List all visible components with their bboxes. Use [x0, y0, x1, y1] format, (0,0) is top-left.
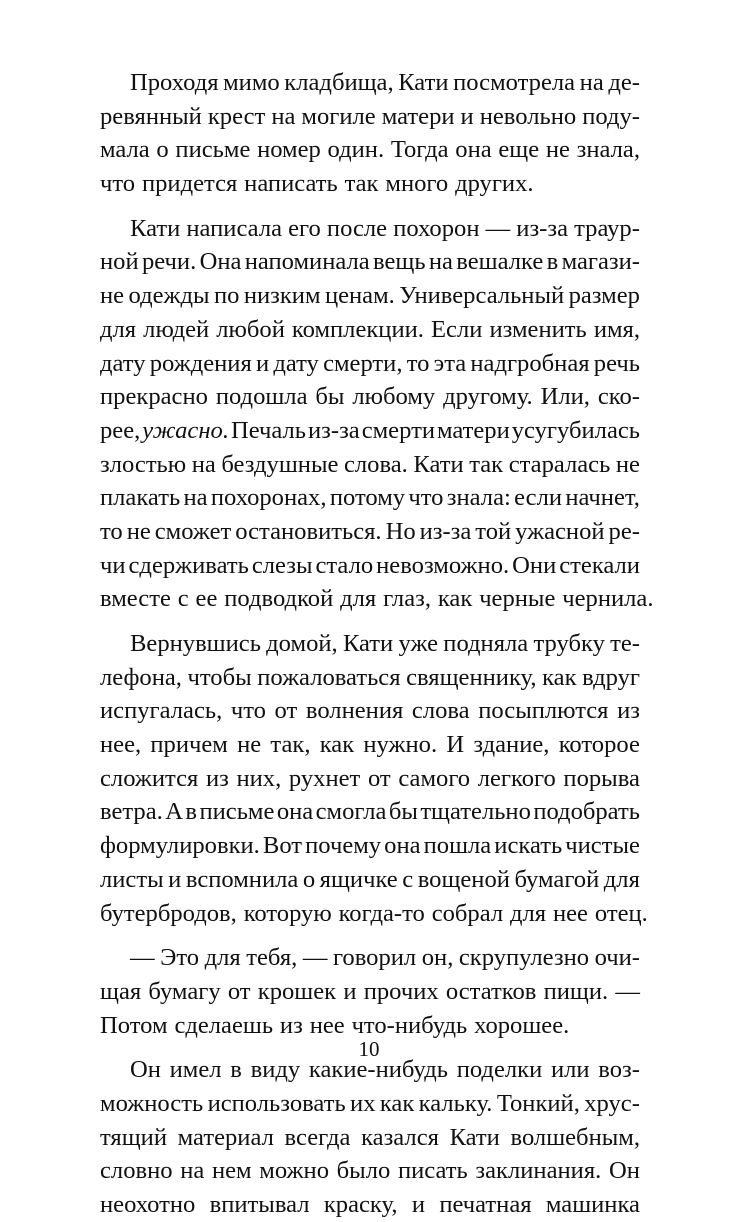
- word: другому.: [443, 383, 533, 411]
- word: самого: [398, 764, 471, 792]
- word: как: [319, 731, 355, 759]
- word: она: [384, 832, 421, 860]
- paragraph: [100, 1053, 640, 1221]
- text-line: [100, 313, 640, 347]
- text-line: [100, 380, 640, 414]
- word: если: [514, 484, 563, 512]
- word: из-за: [419, 517, 472, 545]
- word: священнику,: [406, 663, 537, 691]
- word: что-нибудь: [351, 1011, 468, 1039]
- word: подводкой: [224, 585, 334, 613]
- word: для: [510, 899, 547, 927]
- word: глаз,: [383, 585, 431, 613]
- word: имя,: [593, 315, 640, 343]
- word: них,: [236, 764, 282, 792]
- word: на: [579, 69, 604, 96]
- word: пищи.: [543, 977, 609, 1005]
- word: о: [302, 865, 316, 893]
- word: старалась: [508, 450, 611, 478]
- word: людей: [143, 315, 210, 343]
- word: домой,: [266, 630, 338, 657]
- word: на: [271, 102, 296, 130]
- word: или: [550, 1056, 590, 1084]
- text-line: [100, 627, 640, 661]
- word: Они: [512, 551, 557, 579]
- word: изменить: [489, 315, 587, 343]
- word: похоронах,: [210, 484, 327, 512]
- word: смерти: [361, 416, 435, 444]
- word: из: [617, 697, 640, 725]
- word: стало: [315, 551, 374, 579]
- word: Тонкий,: [496, 1089, 580, 1117]
- paragraph: [100, 212, 654, 616]
- word: которое: [558, 731, 640, 759]
- word: Кати: [449, 1123, 500, 1151]
- word: очи-: [594, 944, 640, 972]
- word: вспомнила: [185, 865, 299, 893]
- text-line: [100, 66, 640, 100]
- word: какие-нибудь: [308, 1056, 448, 1084]
- word: кальку.: [418, 1089, 493, 1117]
- word: на: [180, 1157, 205, 1185]
- word: усугубилась: [511, 416, 640, 444]
- word: нее,: [100, 731, 142, 759]
- word: не: [615, 450, 640, 478]
- word: вместе: [100, 585, 171, 613]
- word: как: [437, 585, 473, 613]
- word: чернила.: [562, 585, 654, 613]
- word: бы: [315, 383, 345, 411]
- word: из: [205, 764, 229, 792]
- word: нее: [552, 899, 588, 927]
- word: всегда: [284, 1123, 351, 1151]
- word: —: [485, 214, 511, 242]
- word: скрупулезно: [458, 944, 590, 972]
- word: любой: [216, 315, 285, 343]
- word: вощеной: [417, 865, 510, 893]
- text-line: [100, 1121, 640, 1155]
- word: много: [385, 170, 449, 198]
- word: чистые: [565, 832, 640, 860]
- word: рождения: [149, 349, 252, 377]
- word: из: [279, 1011, 303, 1039]
- word: бутербродов,: [100, 899, 237, 927]
- text-line: [100, 414, 640, 448]
- word: де-: [608, 69, 640, 96]
- word: с: [402, 865, 414, 893]
- word: на: [428, 248, 453, 276]
- word: могиле: [301, 102, 376, 130]
- word: ре-: [608, 517, 640, 545]
- word: для: [204, 944, 241, 972]
- word: один.: [327, 136, 385, 164]
- word: эта: [433, 349, 467, 377]
- word: их: [350, 1089, 376, 1117]
- word: Кати: [398, 69, 449, 96]
- word: злостью: [100, 450, 187, 478]
- word: в: [185, 798, 198, 826]
- word: надгробная: [470, 349, 590, 377]
- word: придется: [141, 170, 238, 198]
- word: не: [545, 136, 570, 164]
- word: —: [130, 944, 155, 972]
- text-line: [100, 694, 640, 728]
- word: пожаловаться: [257, 663, 401, 691]
- word: бумагой: [514, 865, 600, 893]
- word: написать: [244, 170, 338, 198]
- word: собрал: [431, 899, 504, 927]
- word: —: [615, 977, 640, 1005]
- word: матери: [381, 102, 455, 130]
- word: ужасной: [515, 517, 605, 545]
- word: писать: [397, 1157, 468, 1185]
- word: пошла: [423, 832, 492, 860]
- word: Он: [608, 1157, 640, 1185]
- word: письме: [175, 136, 251, 164]
- word: что: [230, 697, 266, 725]
- word: низким: [243, 282, 321, 310]
- word: заклинания.: [475, 1157, 602, 1185]
- word: испугалась,: [100, 697, 223, 725]
- word: печатная: [439, 1191, 532, 1218]
- text-line: [100, 481, 640, 515]
- word: Потом: [100, 1011, 168, 1039]
- word: любому: [352, 383, 436, 411]
- word: уже: [398, 630, 439, 657]
- word: сделаешь: [174, 1011, 274, 1039]
- word: когда-то: [338, 899, 425, 927]
- word: остановиться.: [235, 517, 382, 545]
- word: речи.: [141, 248, 197, 276]
- word: Вот: [262, 832, 303, 860]
- word: других.: [455, 170, 534, 198]
- word: сдерживать: [128, 551, 249, 579]
- word: стекали: [559, 551, 640, 579]
- word: ревянный: [100, 102, 202, 130]
- word: напоминала: [244, 248, 370, 276]
- text-line: [100, 582, 654, 616]
- word: крошек: [257, 977, 337, 1005]
- word: поделки: [456, 1056, 543, 1084]
- text-line: [100, 515, 640, 549]
- word: Универсальный: [399, 282, 565, 310]
- word: не: [126, 517, 151, 545]
- word: волнения: [305, 697, 404, 725]
- word: ной: [100, 248, 139, 276]
- word: слезы: [251, 551, 313, 579]
- word: лефона,: [100, 663, 182, 691]
- word: чтобы: [187, 663, 252, 691]
- word: вдруг: [582, 663, 640, 691]
- word: Или,: [540, 383, 590, 411]
- word: то: [100, 517, 123, 545]
- word: ужасно.: [142, 416, 229, 444]
- word: машинка: [545, 1191, 640, 1218]
- word: она: [455, 136, 492, 164]
- word: нужно.: [363, 731, 438, 759]
- word: Печаль: [230, 416, 307, 444]
- word: рухнет: [288, 764, 361, 792]
- word: подошла: [215, 383, 308, 411]
- word: смогла: [315, 798, 387, 826]
- text-line: [100, 897, 648, 931]
- word: так: [469, 450, 504, 478]
- word: чи: [100, 551, 126, 579]
- paragraph-gap: [100, 201, 640, 212]
- text-line: [100, 941, 640, 975]
- text-line: [100, 1087, 640, 1121]
- word: не: [100, 282, 125, 310]
- word: он,: [421, 944, 454, 972]
- word: говорил: [332, 944, 417, 972]
- word: дату: [100, 349, 146, 377]
- word: знала,: [576, 136, 640, 164]
- word: с: [177, 585, 189, 613]
- word: имел: [169, 1056, 222, 1084]
- word: магази-: [561, 248, 640, 276]
- word: посмотрела: [453, 69, 576, 96]
- word: виду: [250, 1056, 301, 1084]
- word: на: [191, 450, 216, 478]
- text-line: [100, 1154, 640, 1188]
- word: что: [100, 170, 136, 198]
- word: использовать: [207, 1089, 346, 1117]
- word: ветра.: [100, 798, 163, 826]
- word: почему: [305, 832, 382, 860]
- word: Кати: [413, 450, 464, 478]
- word: и: [460, 102, 474, 130]
- word: нее: [309, 1011, 345, 1039]
- paragraph: [100, 627, 648, 930]
- word: А: [165, 798, 183, 826]
- word: и: [168, 865, 182, 893]
- word: черные: [479, 585, 556, 613]
- word: от: [274, 697, 298, 725]
- word: для: [100, 315, 137, 343]
- text-line: [100, 975, 640, 1009]
- word: его: [288, 214, 321, 242]
- word: потому: [329, 484, 406, 512]
- word: Проходя: [130, 69, 219, 96]
- word: прекрасно: [100, 383, 208, 411]
- word: словно: [100, 1157, 173, 1185]
- word: здание,: [473, 731, 550, 759]
- word: тящий: [100, 1123, 167, 1151]
- word: ящичке: [319, 865, 398, 893]
- word: хорошее.: [474, 1011, 570, 1039]
- word: ско-: [597, 383, 640, 411]
- word: плакать: [100, 484, 181, 512]
- word: рее,: [100, 416, 141, 444]
- word: бы: [388, 798, 418, 826]
- word: как: [542, 663, 577, 691]
- word: можно: [259, 1157, 329, 1185]
- text-line: [100, 829, 640, 863]
- word: и: [255, 349, 270, 377]
- word: так,: [270, 731, 311, 759]
- word: бездушные: [221, 450, 339, 478]
- paragraph: [100, 941, 640, 1042]
- word: казался: [361, 1123, 439, 1151]
- paragraph: [100, 66, 640, 201]
- word: листы: [100, 865, 164, 893]
- word: Он: [130, 1056, 161, 1084]
- text-line: [100, 762, 640, 796]
- word: вешалке: [456, 248, 544, 276]
- word: слова.: [343, 450, 408, 478]
- word: мимо: [223, 69, 280, 96]
- word: трубку: [533, 630, 605, 657]
- text-line: [100, 100, 640, 134]
- word: воз-: [598, 1056, 640, 1084]
- word: как: [379, 1089, 415, 1117]
- word: Тогда: [390, 136, 449, 164]
- word: Это: [160, 944, 200, 972]
- word: искать: [494, 832, 563, 860]
- word: ее: [195, 585, 218, 613]
- word: поду-: [582, 102, 640, 130]
- word: траур-: [574, 214, 640, 242]
- word: матери: [436, 416, 510, 444]
- word: размер: [568, 282, 640, 310]
- word: причем: [150, 731, 228, 759]
- word: невозможно.: [376, 551, 510, 579]
- word: так: [344, 170, 379, 198]
- word: после: [326, 214, 388, 242]
- word: было: [336, 1157, 391, 1185]
- word: невольно: [479, 102, 577, 130]
- word: смерти,: [323, 349, 403, 377]
- word: Она: [199, 248, 242, 276]
- word: подняла: [443, 630, 529, 657]
- text-line: [100, 728, 640, 762]
- word: письме: [199, 798, 275, 826]
- word: и: [343, 977, 357, 1005]
- word: волшебным,: [510, 1123, 640, 1151]
- word: в: [230, 1056, 242, 1084]
- word: сможет: [154, 517, 232, 545]
- word: написала: [186, 214, 283, 242]
- word: Вернувшись: [130, 630, 261, 657]
- word: кладбища,: [284, 69, 394, 96]
- word: что: [408, 484, 444, 512]
- text-line: [100, 133, 640, 167]
- text-line: [100, 212, 640, 246]
- word: похорон: [393, 214, 480, 242]
- word: мала: [100, 136, 150, 164]
- word: о: [156, 136, 169, 164]
- word: бумагу: [148, 977, 221, 1005]
- word: начнет,: [565, 484, 640, 512]
- word: легкого: [477, 764, 556, 792]
- text-line: [100, 795, 640, 829]
- word: она: [276, 798, 314, 826]
- word: подобрать: [533, 798, 640, 826]
- text-line: [100, 167, 640, 201]
- word: еще: [498, 136, 540, 164]
- word: те-: [610, 630, 640, 657]
- word: для: [340, 585, 377, 613]
- word: по: [213, 282, 240, 310]
- text-line: [100, 347, 640, 381]
- word: отец.: [594, 899, 648, 927]
- word: формулировки.: [100, 832, 260, 860]
- page-number: 10: [358, 1037, 380, 1061]
- word: не: [237, 731, 262, 759]
- text-line: [100, 549, 640, 583]
- word: то: [406, 349, 430, 377]
- text-line: [100, 661, 640, 695]
- word: тщательно: [420, 798, 531, 826]
- word: знала:: [446, 484, 511, 512]
- word: вещь: [373, 248, 426, 276]
- text-line: [100, 279, 640, 313]
- word: в: [546, 248, 559, 276]
- word: речь: [593, 349, 640, 377]
- word: тебя,: [246, 944, 298, 972]
- word: ценам.: [324, 282, 395, 310]
- word: от: [367, 764, 391, 792]
- word: —: [302, 944, 328, 972]
- word: И: [446, 731, 465, 759]
- word: Кати: [342, 630, 394, 657]
- word: порыва: [563, 764, 640, 792]
- word: Но: [385, 517, 416, 545]
- text-line: [100, 245, 640, 279]
- word: на: [183, 484, 208, 512]
- text-line: [100, 448, 640, 482]
- word: щая: [100, 977, 142, 1005]
- word: слова: [411, 697, 470, 725]
- word: дату: [273, 349, 319, 377]
- word: которую: [243, 899, 332, 927]
- word: посыплются: [478, 697, 609, 725]
- word: остатков: [445, 977, 537, 1005]
- paragraph-gap: [100, 616, 640, 627]
- word: той: [475, 517, 512, 545]
- word: номер: [257, 136, 321, 164]
- word: материал: [177, 1123, 274, 1151]
- word: сложится: [100, 764, 199, 792]
- word: крест: [207, 102, 266, 130]
- word: можность: [100, 1089, 204, 1117]
- word: нем: [211, 1157, 252, 1185]
- paragraph-gap: [100, 930, 640, 941]
- word: из-за: [308, 416, 360, 444]
- word: от: [227, 977, 251, 1005]
- word: из-за: [516, 214, 568, 242]
- word: и: [411, 1191, 425, 1218]
- word: одежды: [128, 282, 210, 310]
- word: прочих: [363, 977, 439, 1005]
- word: хрус-: [584, 1089, 640, 1117]
- word: Если: [431, 315, 483, 343]
- word: краску,: [323, 1191, 398, 1218]
- text-line: [100, 1188, 640, 1222]
- text-line: [100, 863, 640, 897]
- word: неохотно: [100, 1191, 196, 1218]
- word: Кати: [130, 214, 181, 242]
- word: впитывал: [209, 1191, 310, 1218]
- word: для: [603, 865, 640, 893]
- word: комплекции.: [291, 315, 424, 343]
